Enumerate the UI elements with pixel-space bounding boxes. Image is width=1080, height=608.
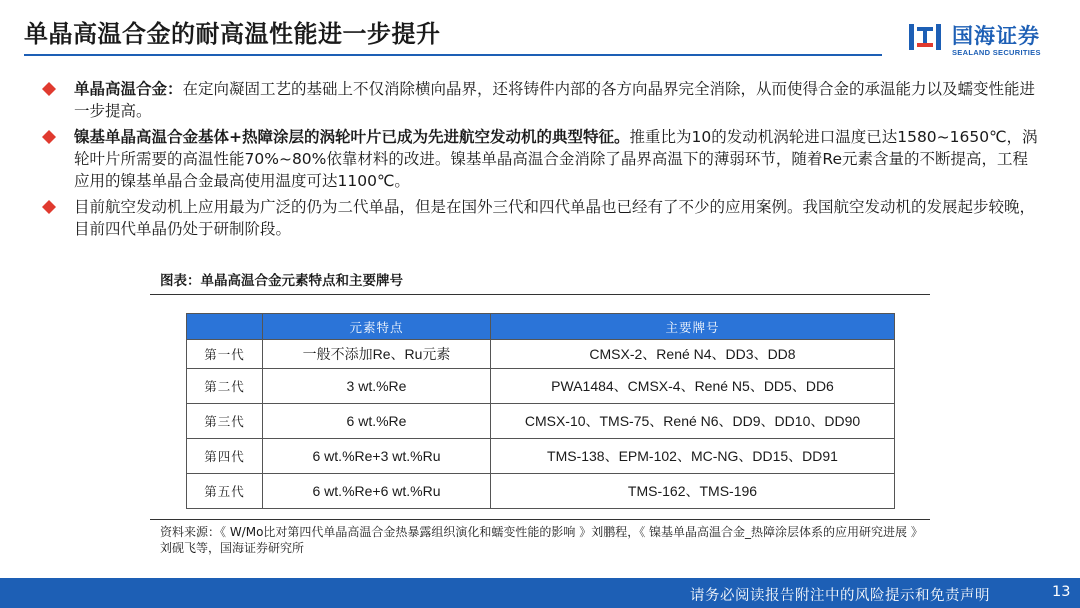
bullet-text: 在定向凝固工艺的基础上不仅消除横向晶界，还将铸件内部的各方向晶界完全消除，从而使得合金的承温能力以及蠕变性能进一步提高。: [74, 80, 1036, 120]
grades-cell: PWA1484、CMSX-4、René N5、DD5、DD6: [491, 369, 895, 404]
grades-cell: CMSX-10、TMS-75、René N6、DD9、DD10、DD90: [491, 404, 895, 439]
figure-bottom-rule: [150, 519, 930, 520]
bullet-item: [40, 78, 1040, 122]
page-number: 13: [1052, 584, 1071, 600]
generation-cell: 第四代: [187, 439, 263, 474]
table-row: [187, 340, 895, 369]
bullet-item: [40, 196, 1040, 240]
logo-chinese-name: 国海证券: [952, 24, 1040, 48]
bullet-heading: 镍基单晶高温合金基体+热障涂层的涡轮叶片已成为先进航空发动机的典型特征。: [74, 128, 630, 146]
generation-cell: 第五代: [187, 474, 263, 509]
figure-caption: 图表：单晶高温合金元素特点和主要牌号: [160, 273, 403, 289]
table-row: [187, 439, 895, 474]
figure-top-rule: [150, 294, 930, 295]
element-cell: 3 wt.%Re: [263, 369, 491, 404]
diamond-bullet-icon: [42, 130, 56, 144]
generation-cell: 第三代: [187, 404, 263, 439]
generation-cell: 第一代: [187, 340, 263, 369]
diamond-bullet-icon: [42, 82, 56, 96]
header-cell-element: 元素特点: [263, 314, 491, 340]
generation-cell: 第二代: [187, 369, 263, 404]
diamond-bullet-icon: [42, 200, 56, 214]
element-cell: 6 wt.%Re: [263, 404, 491, 439]
bullet-text: 目前航空发动机上应用最为广泛的仍为二代单晶，但是在国外三代和四代单晶也已经有了不少的应用案例。我国航空发动机的发展起步较晚，目前四代单晶仍处于研制阶段。: [74, 198, 1036, 238]
grades-cell: TMS-162、TMS-196: [491, 474, 895, 509]
table-row: [187, 369, 895, 404]
footer-disclaimer: 请务必阅读报告附注中的风险提示和免责声明: [690, 588, 990, 604]
page-title: 单晶高温合金的耐高温性能进一步提升: [24, 20, 441, 48]
alloy-table: [186, 313, 895, 509]
bullet-item: [40, 126, 1040, 192]
element-cell: 6 wt.%Re+6 wt.%Ru: [263, 474, 491, 509]
bullet-text: 推重比为10的发动机涡轮进口温度已达1580~1650℃，涡轮叶片所需要的高温性能70%~80%依靠材料的改进。镍基单晶高温合金消除了晶界高温下的薄弱环节，随着Re元素含量的不断提高，工程应用的镍基单晶合金最高使用温度可达1100℃。: [74, 128, 1038, 190]
element-cell: 一般不添加Re、Ru元素: [263, 340, 491, 369]
bullet-heading: 单晶高温合金：: [74, 80, 183, 98]
table-row: [187, 404, 895, 439]
element-cell: 6 wt.%Re+3 wt.%Ru: [263, 439, 491, 474]
company-logo: [908, 20, 1068, 60]
logo-english-name: SEALAND SECURITIES: [952, 48, 1041, 57]
table-row: [187, 474, 895, 509]
footer-bar: [0, 578, 1080, 608]
header-cell-grades: 主要牌号: [491, 314, 895, 340]
grades-cell: CMSX-2、René N4、DD3、DD8: [491, 340, 895, 369]
bullet-list: [40, 78, 1040, 244]
grades-cell: TMS-138、EPM-102、MC-NG、DD15、DD91: [491, 439, 895, 474]
logo-mark-icon: [908, 22, 942, 52]
source-note: 资料来源：《 W/Mo比对第四代单晶高温合金热暴露组织演化和蠕变性能的影响 》刘鹏程，《 镍基单晶高温合金_热障涂层体系的应用研究进展 》刘砚飞等，国海证券研究所: [160, 525, 917, 555]
title-divider: [24, 54, 882, 56]
header-cell-generation: [187, 314, 263, 340]
table-header-row: [187, 314, 895, 340]
